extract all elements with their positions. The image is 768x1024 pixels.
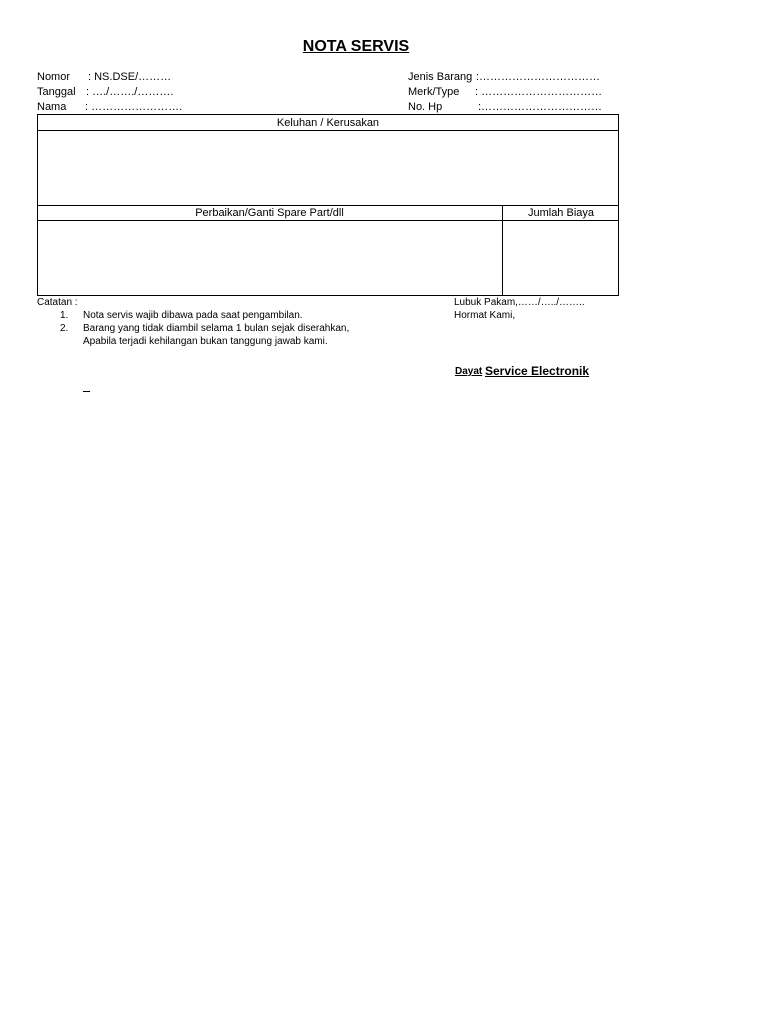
underline-mark (83, 391, 90, 392)
greeting: Hormat Kami, (454, 310, 516, 321)
table-divider (37, 220, 619, 221)
no-hp-label: No. Hp (408, 101, 443, 113)
brand-small: Dayat (455, 366, 483, 377)
note-number: 2. (60, 323, 69, 334)
merk-type-value: : …………………………… (475, 86, 603, 98)
tanggal-value: : …./……./………. (86, 86, 174, 98)
merk-type-label: Merk/Type (408, 86, 460, 98)
jumlah-biaya-header: Jumlah Biaya (527, 207, 595, 219)
table-divider (37, 130, 619, 131)
tanggal-label: Tanggal (37, 86, 76, 98)
page-title: NOTA SERVIS (302, 38, 410, 55)
note-item: Barang yang tidak diambil selama 1 bulan sejak diserahkan, (83, 323, 350, 334)
place-date: Lubuk Pakam,……/…../…….. (454, 297, 585, 308)
no-hp-value: :…………………………… (478, 101, 603, 113)
nama-value: : ……………………. (85, 101, 183, 113)
notes-label: Catatan : (37, 297, 78, 308)
brand-name: Service Electronik (485, 364, 590, 378)
perbaikan-header: Perbaikan/Ganti Spare Part/dll (195, 207, 344, 219)
jenis-barang-label: Jenis Barang (408, 71, 473, 83)
note-item: Nota servis wajib dibawa pada saat pengambilan. (83, 310, 303, 321)
nomor-value: : NS.DSE/……… (88, 71, 172, 83)
note-continuation: Apabila terjadi kehilangan bukan tanggung jawab kami. (83, 336, 328, 347)
note-number: 1. (60, 310, 69, 321)
jenis-barang-value: :…………………………… (476, 71, 601, 83)
keluhan-header: Keluhan / Kerusakan (276, 117, 380, 129)
nama-label: Nama (37, 101, 67, 113)
nomor-label: Nomor (37, 71, 71, 83)
